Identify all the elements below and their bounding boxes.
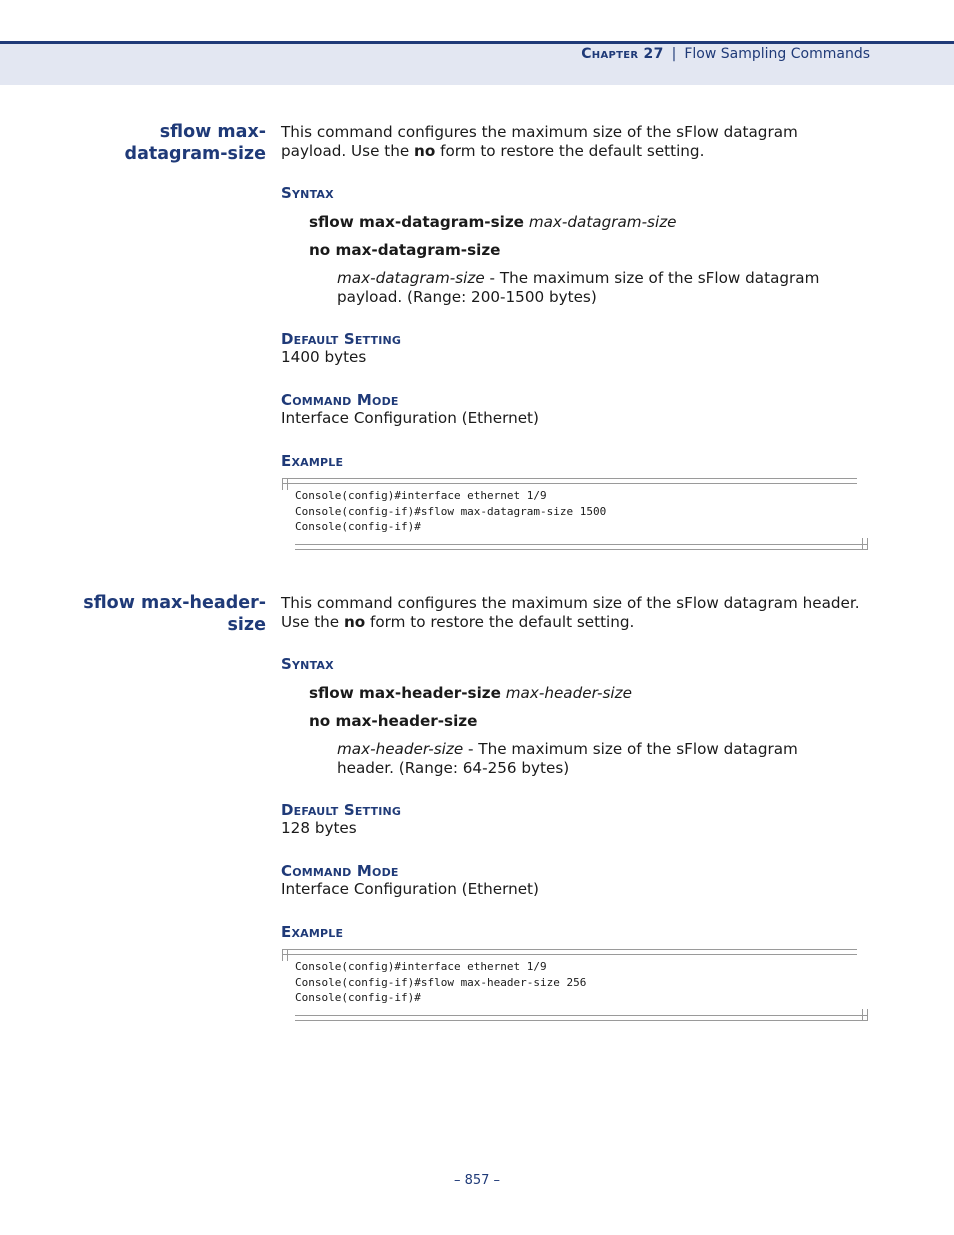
description-text: form to restore the default setting. bbox=[435, 142, 705, 160]
syntax-parameter: max-datagram-size bbox=[528, 213, 677, 231]
code-border-bottom bbox=[295, 544, 868, 550]
code-example bbox=[282, 478, 868, 550]
syntax-command bbox=[281, 213, 871, 232]
syntax-keyword: sflow max-datagram-size bbox=[309, 213, 524, 231]
code-lines bbox=[295, 959, 586, 1006]
description-line1: This command configures the maximum size of the sFlow datagram header. bbox=[281, 594, 860, 612]
syntax-keyword: sflow max-header-size bbox=[309, 684, 501, 702]
chapter-title: Flow Sampling Commands bbox=[684, 46, 870, 62]
command-body bbox=[281, 123, 871, 550]
description-line2 bbox=[281, 613, 871, 632]
command-heading bbox=[66, 592, 266, 636]
code-line: Console(config-if)#sflow max-datagram-size 1500 bbox=[295, 504, 607, 518]
command-heading bbox=[66, 121, 266, 165]
parameter-range: payload. (Range: 200-1500 bytes) bbox=[337, 288, 597, 306]
chapter-label: Chapter 27 bbox=[581, 46, 664, 62]
parameter-range: header. (Range: 64-256 bytes) bbox=[337, 759, 570, 777]
command-heading-line2: datagram-size bbox=[124, 144, 266, 164]
description-text: Use the bbox=[281, 613, 344, 631]
syntax-heading: Syntax bbox=[281, 184, 334, 202]
syntax-no-command bbox=[281, 241, 871, 260]
command-heading-line1: sflow max-header- bbox=[83, 593, 266, 613]
default-setting-value: 128 bytes bbox=[281, 819, 357, 837]
syntax-no-keyword: no max-datagram-size bbox=[309, 241, 501, 259]
description-text: form to restore the default setting. bbox=[365, 613, 635, 631]
syntax-no-keyword: no max-header-size bbox=[309, 712, 478, 730]
example-heading: Example bbox=[281, 452, 344, 470]
example-heading: Example bbox=[281, 923, 344, 941]
command-mode-value: Interface Configuration (Ethernet) bbox=[281, 409, 539, 427]
command-heading-line2: size bbox=[227, 615, 266, 635]
code-line: Console(config-if)# bbox=[295, 520, 421, 534]
default-setting-value: 1400 bytes bbox=[281, 348, 367, 366]
header-separator: | bbox=[671, 46, 677, 62]
command-mode-heading: Command Mode bbox=[281, 391, 399, 409]
code-border-corner bbox=[862, 1009, 868, 1021]
command-heading-line1: sflow max- bbox=[159, 122, 266, 142]
code-border-corner bbox=[862, 538, 868, 550]
syntax-parameter: max-header-size bbox=[505, 684, 632, 702]
command-mode-value: Interface Configuration (Ethernet) bbox=[281, 880, 539, 898]
code-border-top bbox=[282, 949, 857, 955]
page-number: – 857 – bbox=[453, 1173, 501, 1188]
code-line: Console(config)#interface ethernet 1/9 bbox=[295, 960, 547, 973]
code-border-top bbox=[282, 478, 857, 484]
syntax-heading: Syntax bbox=[281, 655, 334, 673]
description-line2 bbox=[281, 142, 871, 161]
parameter-description bbox=[281, 740, 871, 759]
parameter-text: - The maximum size of the sFlow datagram bbox=[484, 269, 820, 287]
code-border-corner bbox=[282, 478, 288, 490]
syntax-command bbox=[281, 684, 871, 703]
code-lines bbox=[295, 488, 606, 535]
code-border-bottom bbox=[295, 1015, 868, 1021]
code-line: Console(config-if)# bbox=[295, 991, 421, 1005]
code-line: Console(config-if)#sflow max-header-size 256 bbox=[295, 975, 587, 989]
default-setting-heading: Default Setting bbox=[281, 801, 402, 819]
code-example bbox=[282, 949, 868, 1021]
description-line1: This command configures the maximum size of the sFlow datagram bbox=[281, 123, 798, 141]
running-header bbox=[581, 45, 870, 63]
command-body bbox=[281, 594, 871, 1021]
default-setting-heading: Default Setting bbox=[281, 330, 402, 348]
syntax-no-command bbox=[281, 712, 871, 731]
description-text: payload. Use the bbox=[281, 142, 415, 160]
command-mode-heading: Command Mode bbox=[281, 862, 399, 880]
parameter-name: max-header-size bbox=[337, 740, 464, 758]
code-border-corner bbox=[282, 949, 288, 961]
code-line: Console(config)#interface ethernet 1/9 bbox=[295, 489, 547, 502]
parameter-text: - The maximum size of the sFlow datagram bbox=[463, 740, 798, 758]
parameter-description bbox=[281, 269, 871, 288]
description-keyword: no bbox=[343, 613, 366, 631]
description-keyword: no bbox=[414, 142, 436, 160]
parameter-name: max-datagram-size bbox=[337, 269, 485, 287]
